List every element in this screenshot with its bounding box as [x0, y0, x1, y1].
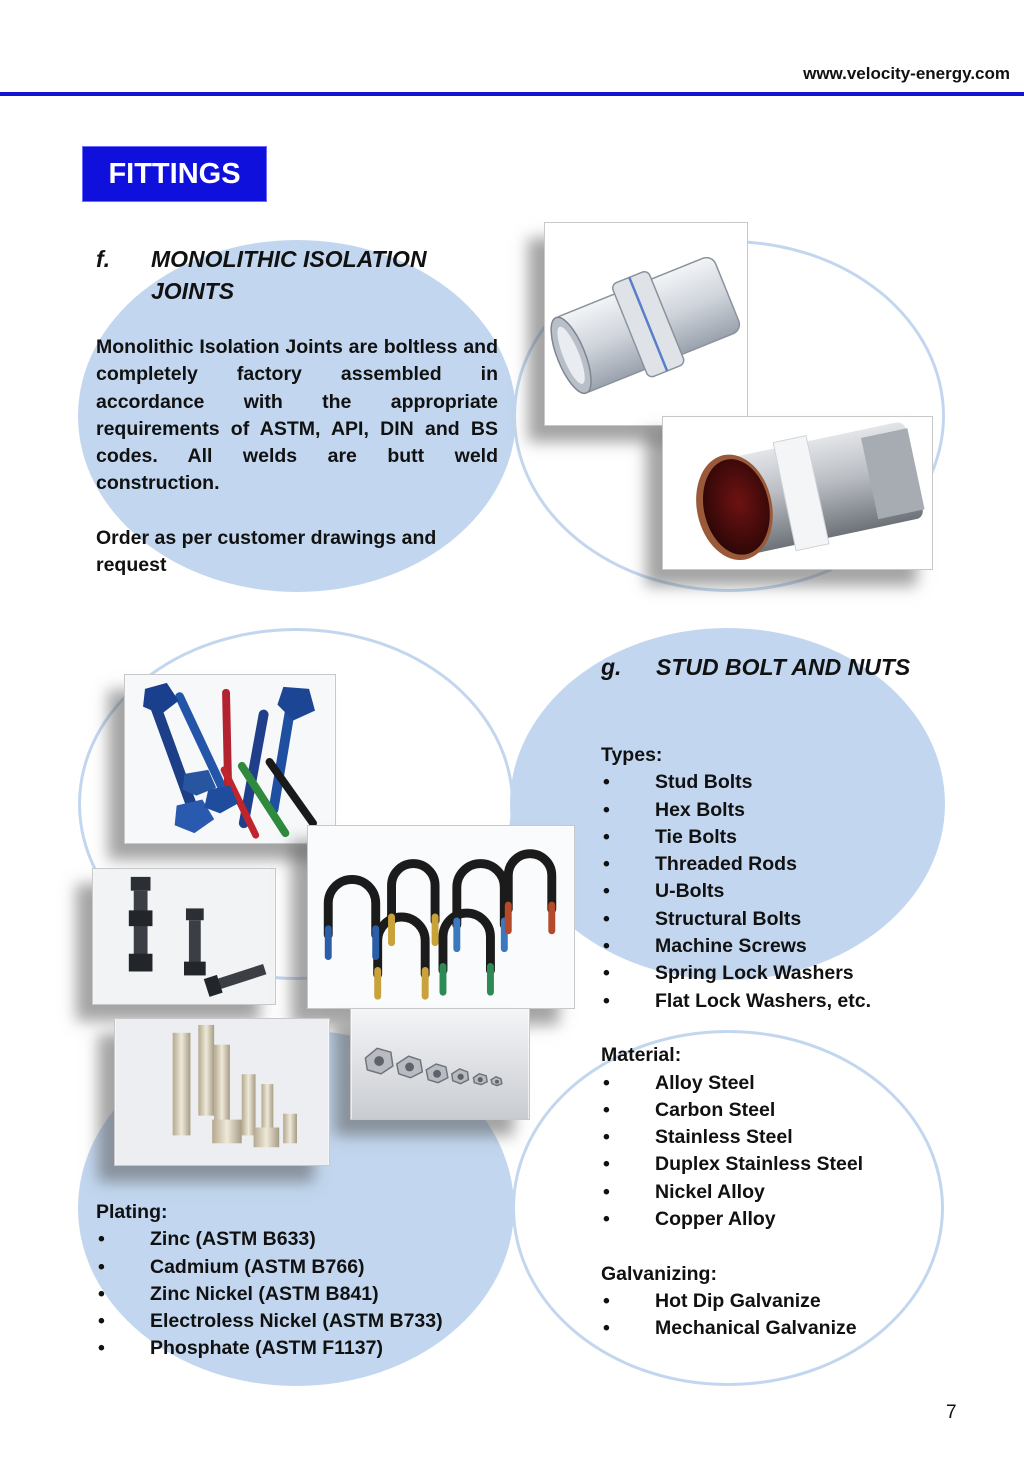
isolation-joint-cutaway-image [544, 222, 748, 426]
list-item: • Machine Screws [603, 935, 807, 958]
monolithic-order-note: Order as per customer drawings and request [96, 527, 437, 577]
list-item: • Threaded Rods [603, 853, 797, 876]
galvanizing-label: Galvanizing: [601, 1262, 717, 1285]
list-item: • Mechanical Galvanize [603, 1317, 857, 1340]
stud-heading-number: g. [601, 654, 622, 680]
list-item: • Phosphate (ASTM F1137) [98, 1337, 383, 1360]
list-item: • U-Bolts [603, 880, 725, 903]
list-item: • Electroless Nickel (ASTM B733) [98, 1310, 443, 1333]
list-item: • Tie Bolts [603, 825, 737, 848]
list-item: • Alloy Steel [603, 1071, 755, 1094]
list-item: • Zinc (ASTM B633) [98, 1228, 316, 1251]
monolithic-heading-text: MONOLITHIC ISOLATION JOINTS [151, 246, 427, 304]
header-rule [0, 92, 1024, 96]
stainless-fasteners-image [114, 1018, 330, 1166]
list-item: • Nickel Alloy [603, 1180, 765, 1203]
monolithic-description: Monolithic Isolation Joints are boltless and completely factory assembled in accordance with the appropriate requirements of ASTM, API, DIN and BS codes. All welds are butt weld construction. [96, 336, 498, 495]
monolithic-heading [96, 243, 496, 307]
list-item: • Cadmium (ASTM B766) [98, 1255, 365, 1278]
monolithic-heading-number: f. [96, 246, 111, 272]
list-item: • Stainless Steel [603, 1126, 793, 1149]
list-item: • Flat Lock Washers, etc. [603, 989, 872, 1012]
stud-types-list [601, 742, 931, 1343]
hex-nuts-image [350, 1008, 530, 1120]
list-item: • Duplex Stainless Steel [603, 1153, 864, 1176]
stud-heading [601, 651, 921, 683]
list-item: • Spring Lock Washers [603, 962, 854, 985]
isolation-joint-photo [662, 416, 933, 570]
black-stud-bolts-image [92, 868, 276, 1005]
list-item: • Stud Bolts [603, 771, 753, 794]
list-item: • Hot Dip Galvanize [603, 1289, 821, 1312]
u-bolts-image [307, 825, 575, 1009]
plating-label: Plating: [96, 1201, 168, 1223]
stud-heading-text: STUD BOLT AND NUTS [656, 654, 911, 680]
types-label: Types: [601, 744, 663, 766]
colored-bolts-nuts-image [124, 674, 336, 844]
plating-list [96, 1199, 506, 1363]
website-url: www.velocity-energy.com [803, 64, 1010, 83]
material-label: Material: [601, 1044, 682, 1067]
section-title: FITTINGS [82, 146, 267, 202]
list-item: • Carbon Steel [603, 1098, 776, 1121]
list-item: • Hex Bolts [603, 798, 745, 821]
page-number: 7 [946, 1402, 957, 1423]
list-item: • Structural Bolts [603, 907, 802, 930]
list-item: • Copper Alloy [603, 1208, 776, 1231]
list-item: • Zinc Nickel (ASTM B841) [98, 1282, 379, 1305]
